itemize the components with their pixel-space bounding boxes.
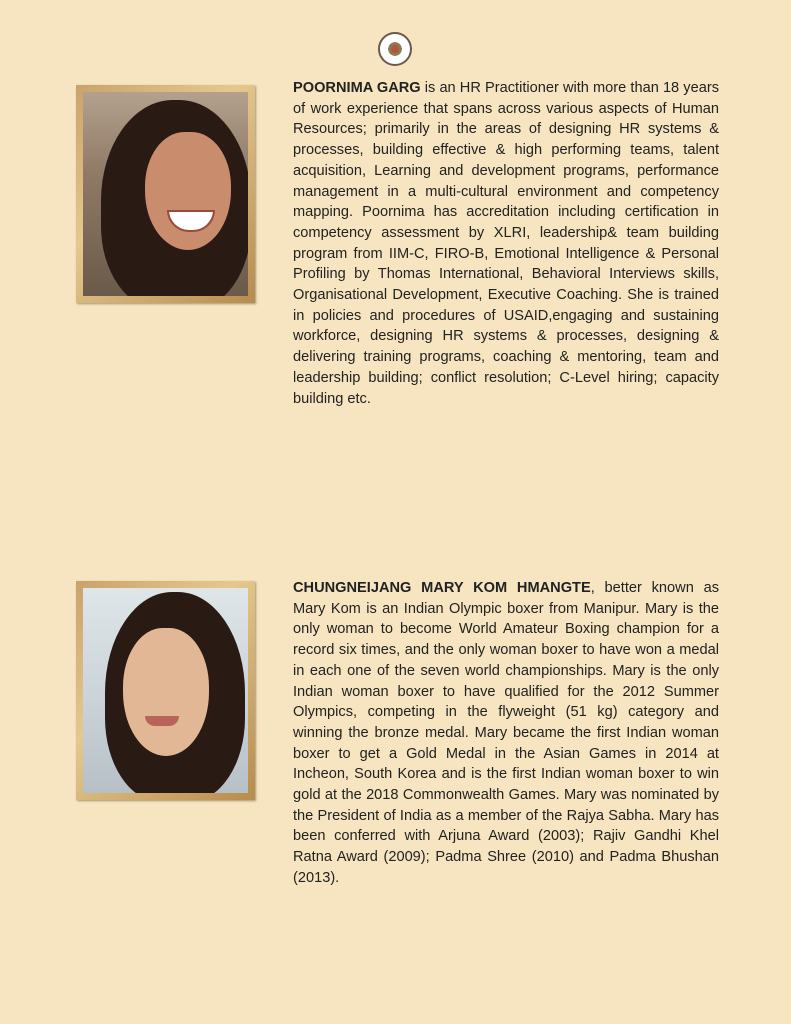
profile-bio [293,78,719,409]
profile-photo-frame [76,581,255,800]
profile-bio-text: is an HR Practitioner with more than 18 years of work experience that spans across various aspects of Human Resources; primarily in the areas of designing HR systems & processes, building effective & high performing teams, talent acquisition, Learning and development programs, performance management in a multi-cultural environment and competency mapping. Poornima has accreditation including certification in competency assessment by XLRI, leadership& team building program from IIM-C, FIRO-B, Emotional Intelligence & Personal Profiling by Thomas International, Behavioral Interviews skills, Organisational Development, Executive Coaching. She is trained in policies and procedures of USAID,engaging and sustaining workforce, designing HR systems & processes, designing & delivering training programs, coaching & mentoring, team and leadership building; conflict resolution; C-Level hiring; capacity building etc. [293,80,719,407]
profile-photo [83,588,248,793]
emblem-seal-icon [378,32,412,66]
profile-bio-text: , better known as Mary Kom is an Indian Olympic boxer from Manipur. Mary is the only woman to become World Amateur Boxing champion for a record six times, and the only woman boxer to have won a medal in each one of the seven world championships. Mary is the only Indian woman boxer to have qualified for the 2012 Summer Olympics, competing in the flyweight (51 kg) category and winning the bronze medal. Mary became the first Indian woman boxer to get a Gold Medal in the Asian Games in 2014 at Incheon, South Korea and is the first Indian woman boxer to win gold at the 2018 Commonwealth Games. Mary was nominated by the President of India as a member of the Rajya Sabha. Mary has been conferred with Arjuna Award (2003); Rajiv Gandhi Khel Ratna Award (2009); Padma Shree (2010) and Padma Bhushan (2013). [293,580,720,886]
profile-name: POORNIMA GARG [293,80,421,96]
profile-photo [83,92,248,296]
profile-photo-frame [76,85,255,303]
profile-name: CHUNGNEIJANG MARY KOM HMANGTE [293,580,591,596]
profile-bio [293,578,719,889]
